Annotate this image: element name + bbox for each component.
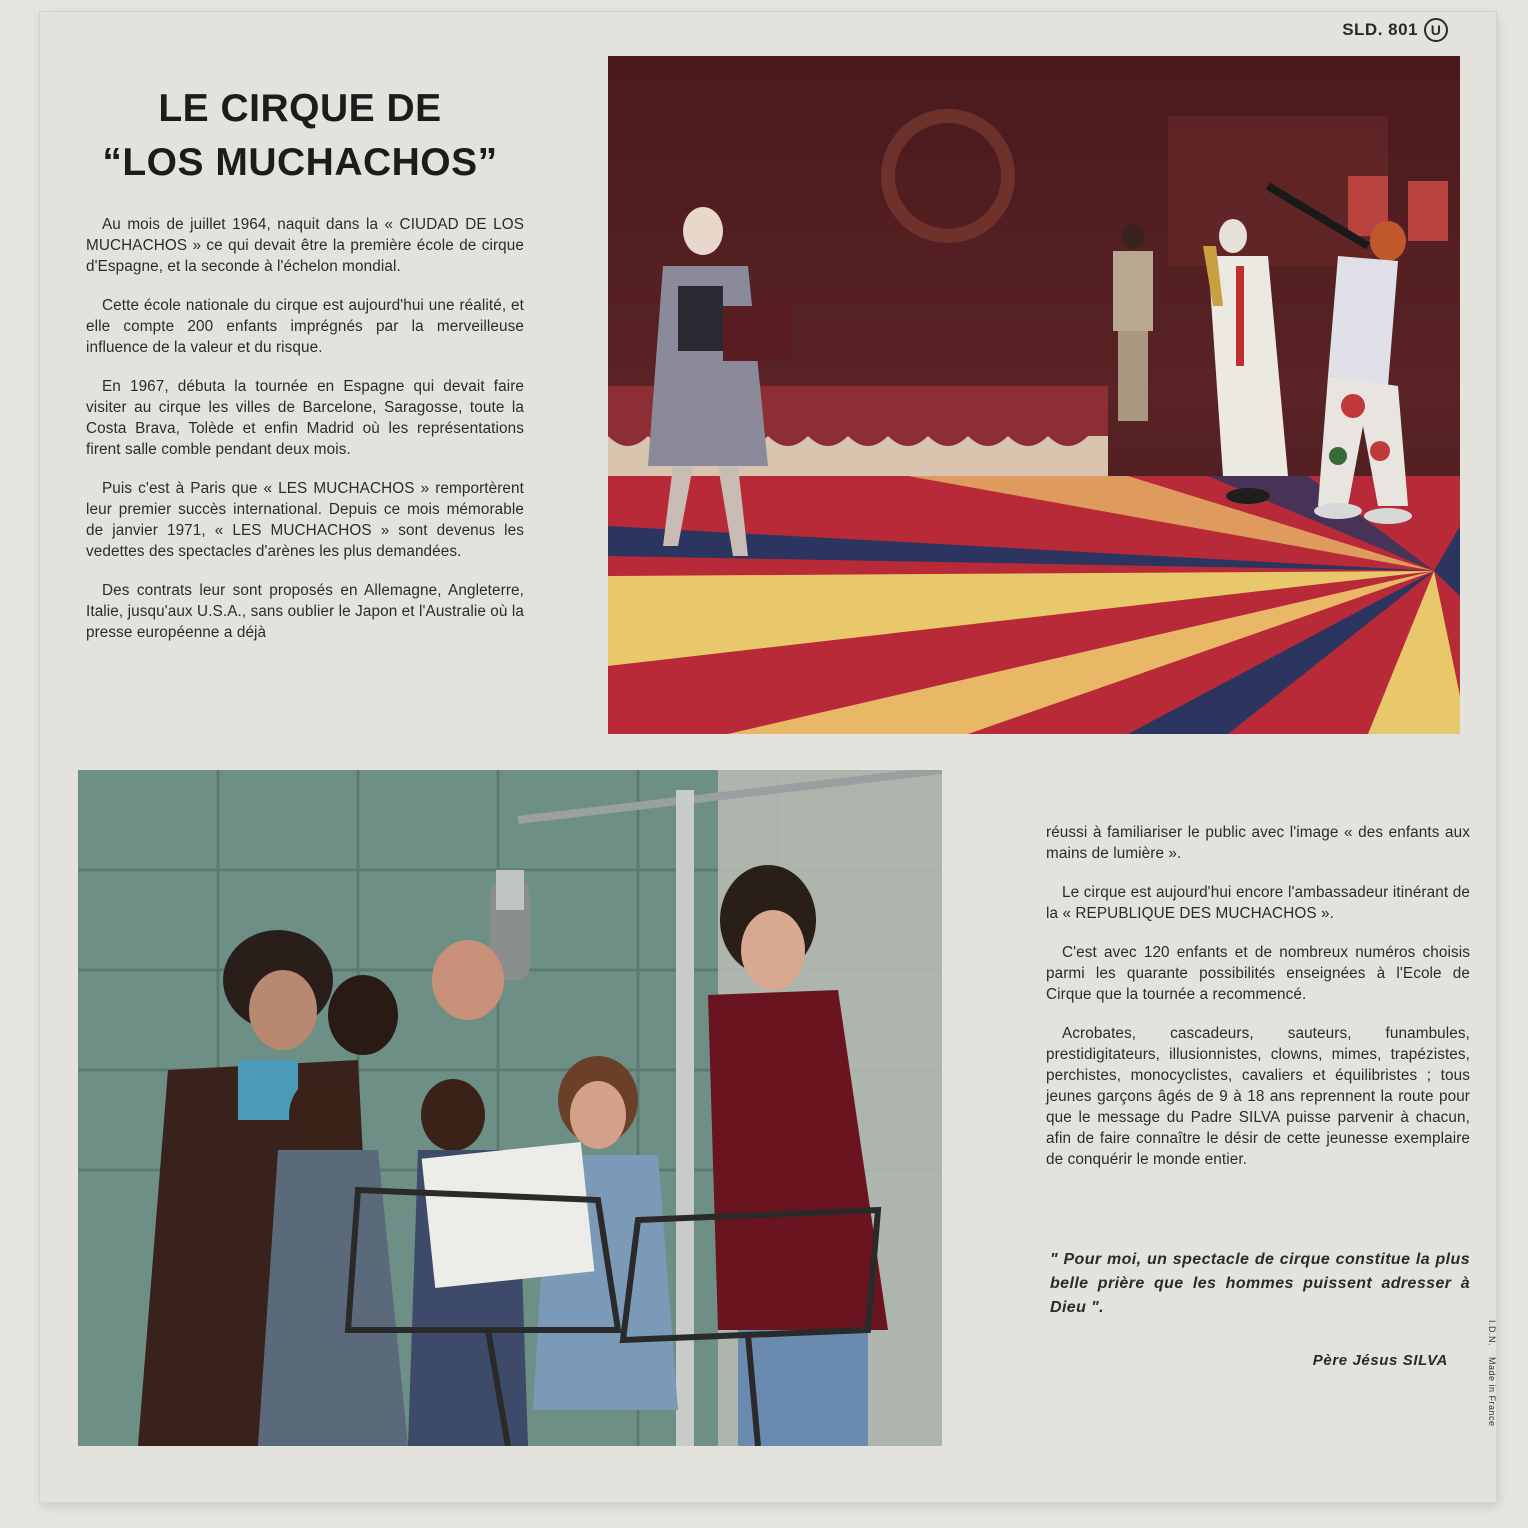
title-line-1: LE CIRQUE DE: [158, 87, 442, 130]
paragraph: Au mois de juillet 1964, naquit dans la « CIUDAD DE LOS MUCHACHOS » ce qui devait être la première école de cirque d'Espagne, et la seconde à l'échelon mondial.: [86, 216, 524, 275]
right-text-column: [1046, 822, 1470, 1188]
paragraph: Acrobates, cascadeurs, sauteurs, funambules, prestidigitateurs, illusionnistes, clowns, mimes, trapézistes, perchistes, monocyclistes, cavaliers et équilibristes ; tous jeunes garçons âgés de 9 à 18 ans reprennent la route pour que le message du Padre SILVA puisse parvenir à chacun, afin de faire connaître le désir de cette jeunesse exemplaire de conquérir le monde entier.: [1046, 1025, 1470, 1168]
paragraph: Cette école nationale du cirque est aujourd'hui une réalité, et elle compte 200 enfants imprégnés par la merveilleuse influence de la valeur et du risque.: [86, 297, 524, 356]
made-in-label: Made in France: [1487, 1357, 1497, 1427]
page-title: [60, 82, 540, 190]
catalog-number-text: SLD. 801: [1342, 20, 1418, 39]
printer-mark: I.D.N.: [1487, 1320, 1497, 1347]
u-rating-badge: U: [1424, 18, 1448, 42]
recording-studio-photo: [78, 770, 942, 1446]
side-imprint: [1477, 1320, 1497, 1435]
paragraph: Des contrats leur sont proposés en Allemagne, Angleterre, Italie, jusqu'aux U.S.A., sans oublier le Japon et l'Australie où la presse européenne a déjà: [86, 582, 524, 641]
paragraph: Le cirque est aujourd'hui encore l'ambassadeur itinérant de la « REPUBLIQUE DES MUCHACHOS ».: [1046, 884, 1470, 922]
studio-photo-illustration: [78, 770, 942, 1446]
catalog-number: [1342, 18, 1448, 42]
circus-photo-illustration: [608, 56, 1460, 734]
signature: Père Jésus SILVA: [1312, 1352, 1448, 1369]
paragraph: C'est avec 120 enfants et de nombreux numéros choisis parmi les quarante possibilités enseignées à l'Ecole de Cirque que la tournée a recommencé.: [1046, 944, 1470, 1003]
title-line-2: “LOS MUCHACHOS”: [102, 141, 498, 184]
paragraph: Puis c'est à Paris que « LES MUCHACHOS » remportèrent leur premier succès international. Depuis ce mois mémorable de janvier 1971, « LES MUCHACHOS » sont devenus les vedettes des spectacles d'arènes les plus demandées.: [86, 480, 524, 560]
paragraph: En 1967, débuta la tournée en Espagne qui devait faire visiter au cirque les villes de Barcelone, Saragosse, toute la Costa Brava, Tolède et enfin Madrid où les représentations firent salle comble pendant deux mois.: [86, 378, 524, 458]
left-text-column: [86, 214, 524, 661]
quote: " Pour moi, un spectacle de cirque constitue la plus belle prière que les hommes puissent adresser à Dieu ".: [1050, 1251, 1470, 1316]
paragraph: réussi à familiariser le public avec l'image « des enfants aux mains de lumière ».: [1046, 824, 1470, 862]
circus-ring-photo: [608, 56, 1460, 734]
